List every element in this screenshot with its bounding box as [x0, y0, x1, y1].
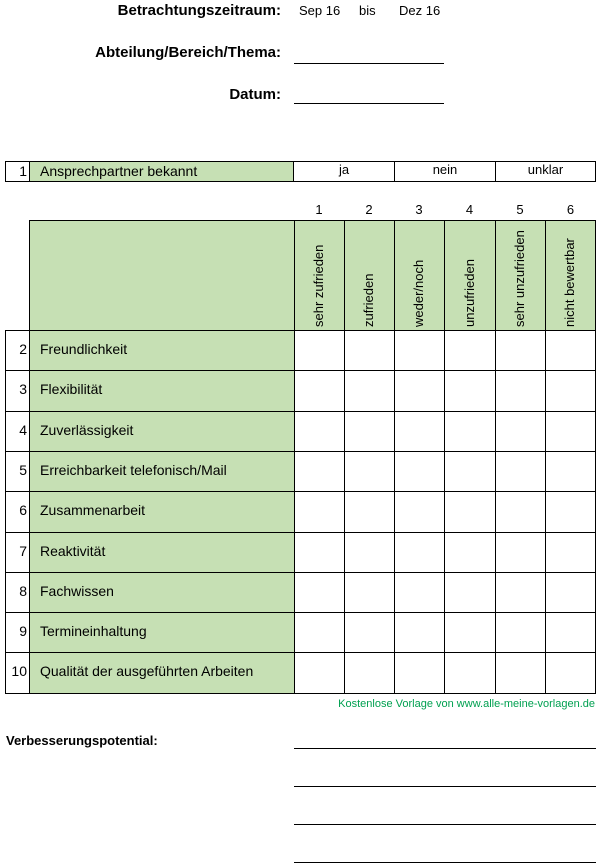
rating-cell-5[interactable] — [495, 612, 546, 653]
criterion-label: Reaktivität — [40, 543, 106, 559]
template-credit[interactable]: Kostenlose Vorlage von www.alle-meine-vorlagen.de — [338, 698, 595, 710]
criterion-number: 6 — [19, 502, 27, 518]
criterion-label: Termineinhaltung — [40, 623, 147, 639]
rating-cell-2[interactable] — [344, 652, 395, 694]
rating-cell-2[interactable] — [344, 532, 395, 573]
rating-cell-6[interactable] — [545, 652, 596, 694]
rating-cell-4[interactable] — [444, 411, 496, 452]
rating-cell-3[interactable] — [394, 330, 445, 371]
rating-cell-4[interactable] — [444, 532, 496, 573]
department-label: Abteilung/Bereich/Thema: — [95, 44, 281, 61]
rating-cell-3[interactable] — [394, 491, 445, 533]
rating-cell-4[interactable] — [444, 370, 496, 412]
rating-cell-1[interactable] — [294, 370, 345, 412]
rating-cell-5[interactable] — [495, 491, 546, 533]
rating-cell-4[interactable] — [444, 652, 496, 694]
criterion-number: 7 — [19, 543, 27, 559]
criterion-number: 10 — [11, 663, 27, 679]
criterion-number: 8 — [19, 583, 27, 599]
rating-cell-6[interactable] — [545, 612, 596, 653]
contact-option-label: unklar — [527, 162, 564, 177]
rating-cell-1[interactable] — [294, 330, 345, 371]
rating-label: nicht bewertbar — [562, 238, 577, 327]
rating-cell-6[interactable] — [545, 572, 596, 613]
period-from[interactable]: Sep 16 — [299, 3, 341, 18]
criterion-label: Flexibilität — [40, 381, 103, 397]
contact-option-label: nein — [432, 162, 458, 177]
date-label: Datum: — [229, 86, 281, 103]
rating-cell-5[interactable] — [495, 532, 546, 573]
rating-cell-1[interactable] — [294, 652, 345, 694]
contact-option-label: ja — [338, 162, 350, 177]
rating-cell-1[interactable] — [294, 491, 345, 533]
criterion-number: 2 — [19, 341, 27, 357]
rating-number: 2 — [365, 202, 373, 217]
rating-cell-3[interactable] — [394, 532, 445, 573]
rating-cell-5[interactable] — [495, 652, 546, 694]
rating-cell-1[interactable] — [294, 572, 345, 613]
rating-number: 3 — [415, 202, 423, 217]
rating-cell-5[interactable] — [495, 451, 546, 492]
rating-cell-3[interactable] — [394, 411, 445, 452]
rating-cell-6[interactable] — [545, 491, 596, 533]
rating-cell-2[interactable] — [344, 370, 395, 412]
rating-cell-2[interactable] — [344, 330, 395, 371]
rating-cell-1[interactable] — [294, 411, 345, 452]
rating-number: 5 — [516, 202, 524, 217]
rating-cell-4[interactable] — [444, 451, 496, 492]
rating-label: sehr zufrieden — [311, 244, 326, 327]
rating-label: zufrieden — [361, 273, 376, 327]
rating-cell-2[interactable] — [344, 451, 395, 492]
criterion-label: Zusammenarbeit — [40, 502, 146, 518]
criterion-number: 5 — [19, 462, 27, 478]
rating-cell-4[interactable] — [444, 491, 496, 533]
date-field[interactable] — [294, 103, 444, 104]
improvement-line[interactable] — [294, 824, 596, 825]
rating-cell-5[interactable] — [495, 411, 546, 452]
rating-label: weder/noch — [411, 259, 426, 327]
criterion-label: Zuverlässigkeit — [40, 422, 134, 438]
department-field[interactable] — [294, 63, 444, 64]
criterion-label: Fachwissen — [40, 583, 114, 599]
criterion-number: 4 — [19, 422, 27, 438]
rating-cell-3[interactable] — [394, 652, 445, 694]
contact-label: Ansprechpartner bekannt — [40, 163, 198, 179]
rating-cell-1[interactable] — [294, 532, 345, 573]
rating-cell-2[interactable] — [344, 491, 395, 533]
criterion-label: Freundlichkeit — [40, 341, 128, 357]
improvement-line[interactable] — [294, 862, 596, 863]
improvement-line[interactable] — [294, 786, 596, 787]
rating-cell-3[interactable] — [394, 451, 445, 492]
rating-cell-1[interactable] — [294, 451, 345, 492]
criterion-number: 9 — [19, 623, 27, 639]
rating-number: 6 — [566, 202, 575, 217]
improvement-label: Verbesserungspotential: — [6, 733, 158, 748]
rating-cell-5[interactable] — [495, 572, 546, 613]
rating-cell-1[interactable] — [294, 612, 345, 653]
rating-cell-6[interactable] — [545, 411, 596, 452]
contact-number: 1 — [19, 163, 27, 179]
criterion-label: Erreichbarkeit telefonisch/Mail — [40, 462, 227, 478]
rating-cell-5[interactable] — [495, 370, 546, 412]
rating-label: unzufrieden — [462, 259, 477, 327]
rating-cell-2[interactable] — [344, 411, 395, 452]
rating-cell-4[interactable] — [444, 612, 496, 653]
rating-cell-4[interactable] — [444, 572, 496, 613]
rating-cell-2[interactable] — [344, 572, 395, 613]
period-separator: bis — [359, 3, 376, 18]
period-label: Betrachtungszeitraum: — [117, 2, 281, 19]
rating-cell-6[interactable] — [545, 370, 596, 412]
period-to[interactable]: Dez 16 — [399, 3, 441, 18]
rating-cell-6[interactable] — [545, 451, 596, 492]
rating-cell-6[interactable] — [545, 330, 596, 371]
rating-cell-5[interactable] — [495, 330, 546, 371]
rating-cell-4[interactable] — [444, 330, 496, 371]
rating-number: 1 — [315, 202, 323, 217]
rating-cell-2[interactable] — [344, 612, 395, 653]
rating-cell-3[interactable] — [394, 370, 445, 412]
rating-number: 4 — [465, 202, 474, 217]
rating-cell-3[interactable] — [394, 572, 445, 613]
rating-cell-3[interactable] — [394, 612, 445, 653]
criterion-number: 3 — [19, 381, 27, 397]
rating-label: sehr unzufrieden — [512, 230, 527, 327]
rating-cell-6[interactable] — [545, 532, 596, 573]
criterion-label: Qualität der ausgeführten Arbeiten — [40, 663, 254, 679]
rating-header-blank — [29, 220, 295, 331]
improvement-line[interactable] — [294, 748, 596, 749]
